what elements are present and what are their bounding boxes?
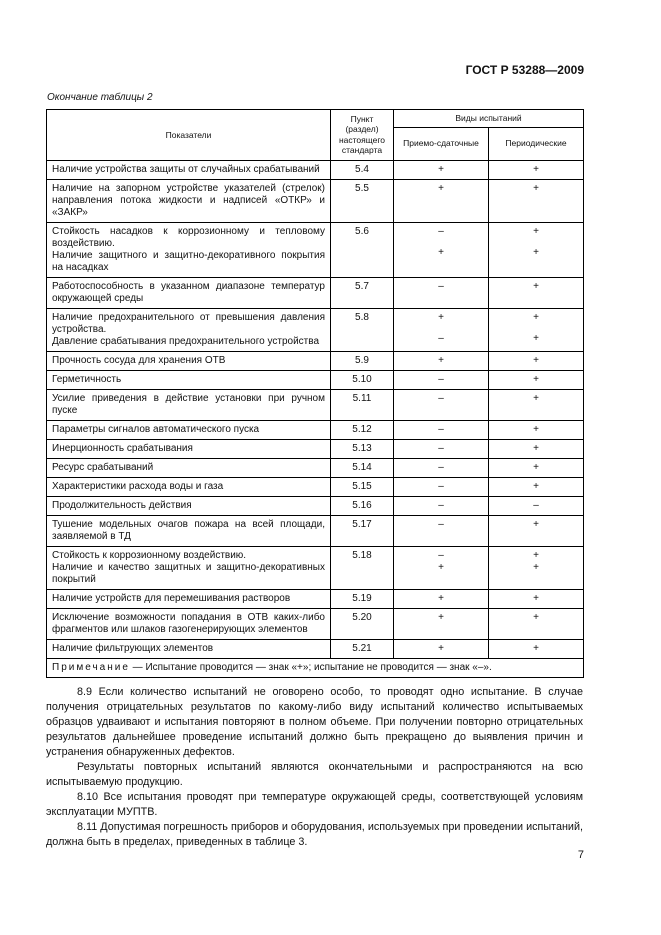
periodic-mark-cell: + xyxy=(489,515,584,546)
paragraph-8-11: 8.11 Допустимая погрешность приборов и оборудования, используемых при проведении испытаний, должна быть в пределах, приведенных в таблице 3. xyxy=(46,821,583,848)
acceptance-mark-cell: – xyxy=(394,277,489,308)
acceptance-mark-cell: + xyxy=(394,589,489,608)
periodic-mark-cell: + xyxy=(489,160,584,179)
clause-cell: 5.11 xyxy=(331,389,394,420)
periodic-mark-cell: + xyxy=(489,351,584,370)
standard-number: ГОСТ Р 53288—2009 xyxy=(465,63,584,77)
indicator-cell: Наличие устройств для перемешивания растворов xyxy=(47,589,331,608)
periodic-mark-cell: + + xyxy=(489,308,584,351)
table-body xyxy=(47,160,584,658)
table-row xyxy=(47,179,584,222)
indicator-cell: Стойкость к коррозионному воздействию. Наличие и качество защитных и защитно-декоративных покрытий xyxy=(47,546,331,589)
indicator-cell: Стойкость насадков к коррозионному и тепловому воздействию. Наличие защитного и защитно-декоративного покрытия на насадках xyxy=(47,222,331,277)
paragraph-8-9: 8.9 Если количество испытаний не оговорено особо, то проводят одно испытание. В случае получения отрицательных результатов по какому-либо виду испытаний количество испытываемых образцов удваивают и испытания повторяют в полном объеме. При получении повторно отрицательных результатов дальнейшее проведение испытаний должно быть прекращено до выявления причин и устранения обнаруженных дефектов. xyxy=(46,686,583,758)
table-row xyxy=(47,370,584,389)
table-row xyxy=(47,608,584,639)
clause-cell: 5.8 xyxy=(331,308,394,351)
acceptance-mark-cell: – + xyxy=(394,546,489,589)
indicator-cell: Прочность сосуда для хранения ОТВ xyxy=(47,351,331,370)
indicator-cell: Герметичность xyxy=(47,370,331,389)
table-row xyxy=(47,458,584,477)
acceptance-mark-cell: + xyxy=(394,160,489,179)
table-row xyxy=(47,389,584,420)
periodic-mark-cell: + xyxy=(489,477,584,496)
indicator-cell: Продолжительность действия xyxy=(47,496,331,515)
acceptance-mark-cell: – xyxy=(394,458,489,477)
clause-cell: 5.12 xyxy=(331,420,394,439)
periodic-mark-cell: + xyxy=(489,639,584,658)
acceptance-mark-cell: – + xyxy=(394,222,489,277)
indicator-cell: Усилие приведения в действие установки при ручном пуске xyxy=(47,389,331,420)
indicator-cell: Инерционность срабатывания xyxy=(47,439,331,458)
indicator-cell: Наличие на запорном устройстве указателей (стрелок) направления потока жидкости и надписей «ОТКР» и «ЗАКР» xyxy=(47,179,331,222)
periodic-mark-cell: + + xyxy=(489,546,584,589)
acceptance-mark-cell: – xyxy=(394,439,489,458)
clause-cell: 5.6 xyxy=(331,222,394,277)
indicator-cell: Наличие устройства защиты от случайных срабатываний xyxy=(47,160,331,179)
header-periodic: Периодические xyxy=(489,127,584,160)
header-acceptance: Приемо-сдаточные xyxy=(394,127,489,160)
table-row xyxy=(47,308,584,351)
table-row xyxy=(47,351,584,370)
body-text xyxy=(46,685,583,850)
periodic-mark-cell: + xyxy=(489,277,584,308)
acceptance-mark-cell: – xyxy=(394,496,489,515)
table-caption: Окончание таблицы 2 xyxy=(47,92,153,103)
periodic-mark-cell: + xyxy=(489,608,584,639)
acceptance-mark-cell: + xyxy=(394,351,489,370)
table-row xyxy=(47,420,584,439)
table-row xyxy=(47,222,584,277)
table-row xyxy=(47,439,584,458)
table-row xyxy=(47,546,584,589)
table-note xyxy=(47,658,584,677)
clause-cell: 5.16 xyxy=(331,496,394,515)
indicator-cell: Исключение возможности попадания в ОТВ каких-либо фрагментов или шлаков газогенерирующих элементов xyxy=(47,608,331,639)
acceptance-mark-cell: – xyxy=(394,515,489,546)
periodic-mark-cell: + xyxy=(489,420,584,439)
page-number: 7 xyxy=(577,849,584,861)
acceptance-mark-cell: + xyxy=(394,639,489,658)
header-row xyxy=(47,110,584,128)
clause-cell: 5.4 xyxy=(331,160,394,179)
clause-cell: 5.10 xyxy=(331,370,394,389)
requirements-table xyxy=(46,109,584,678)
indicator-cell: Наличие предохранительного от превышения давления устройства. Давление срабатывания предохранительного устройства xyxy=(47,308,331,351)
table-row xyxy=(47,589,584,608)
indicator-cell: Наличие фильтрующих элементов xyxy=(47,639,331,658)
indicator-cell: Тушение модельных очагов пожара на всей площади, заявляемой в ТД xyxy=(47,515,331,546)
acceptance-mark-cell: – xyxy=(394,389,489,420)
indicator-cell: Работоспособность в указанном диапазоне температур окружающей среды xyxy=(47,277,331,308)
clause-cell: 5.19 xyxy=(331,589,394,608)
header-clause: Пункт (раздел) настоящего стандарта xyxy=(331,110,394,161)
clause-cell: 5.21 xyxy=(331,639,394,658)
clause-cell: 5.20 xyxy=(331,608,394,639)
periodic-mark-cell: + xyxy=(489,370,584,389)
acceptance-mark-cell: + xyxy=(394,179,489,222)
note-label: Примечание xyxy=(52,661,130,673)
clause-cell: 5.17 xyxy=(331,515,394,546)
table-row xyxy=(47,639,584,658)
clause-cell: 5.18 xyxy=(331,546,394,589)
periodic-mark-cell: + xyxy=(489,389,584,420)
table-row xyxy=(47,496,584,515)
clause-cell: 5.7 xyxy=(331,277,394,308)
clause-cell: 5.5 xyxy=(331,179,394,222)
table-row xyxy=(47,277,584,308)
table-row xyxy=(47,515,584,546)
table-row xyxy=(47,477,584,496)
indicator-cell: Характеристики расхода воды и газа xyxy=(47,477,331,496)
paragraph-8-10: 8.10 Все испытания проводят при температуре окружающей среды, соответствующей условиям эксплуатации МУПТВ. xyxy=(46,791,583,818)
note-row xyxy=(47,658,584,677)
header-test-types: Виды испытаний xyxy=(394,110,584,128)
acceptance-mark-cell: – xyxy=(394,477,489,496)
periodic-mark-cell: + xyxy=(489,439,584,458)
periodic-mark-cell: + + xyxy=(489,222,584,277)
acceptance-mark-cell: + – xyxy=(394,308,489,351)
periodic-mark-cell: – xyxy=(489,496,584,515)
periodic-mark-cell: + xyxy=(489,589,584,608)
table-row xyxy=(47,160,584,179)
clause-cell: 5.15 xyxy=(331,477,394,496)
header-indicators: Показатели xyxy=(47,110,331,161)
periodic-mark-cell: + xyxy=(489,458,584,477)
acceptance-mark-cell: + xyxy=(394,608,489,639)
indicator-cell: Ресурс срабатываний xyxy=(47,458,331,477)
acceptance-mark-cell: – xyxy=(394,370,489,389)
periodic-mark-cell: + xyxy=(489,179,584,222)
acceptance-mark-cell: – xyxy=(394,420,489,439)
clause-cell: 5.13 xyxy=(331,439,394,458)
clause-cell: 5.9 xyxy=(331,351,394,370)
paragraph-results: Результаты повторных испытаний являются окончательными и распространяются на всю испытываемую продукцию. xyxy=(46,761,583,788)
indicator-cell: Параметры сигналов автоматического пуска xyxy=(47,420,331,439)
note-text: — Испытание проводится — знак «+»; испытание не проводится — знак «–». xyxy=(129,661,492,673)
clause-cell: 5.14 xyxy=(331,458,394,477)
